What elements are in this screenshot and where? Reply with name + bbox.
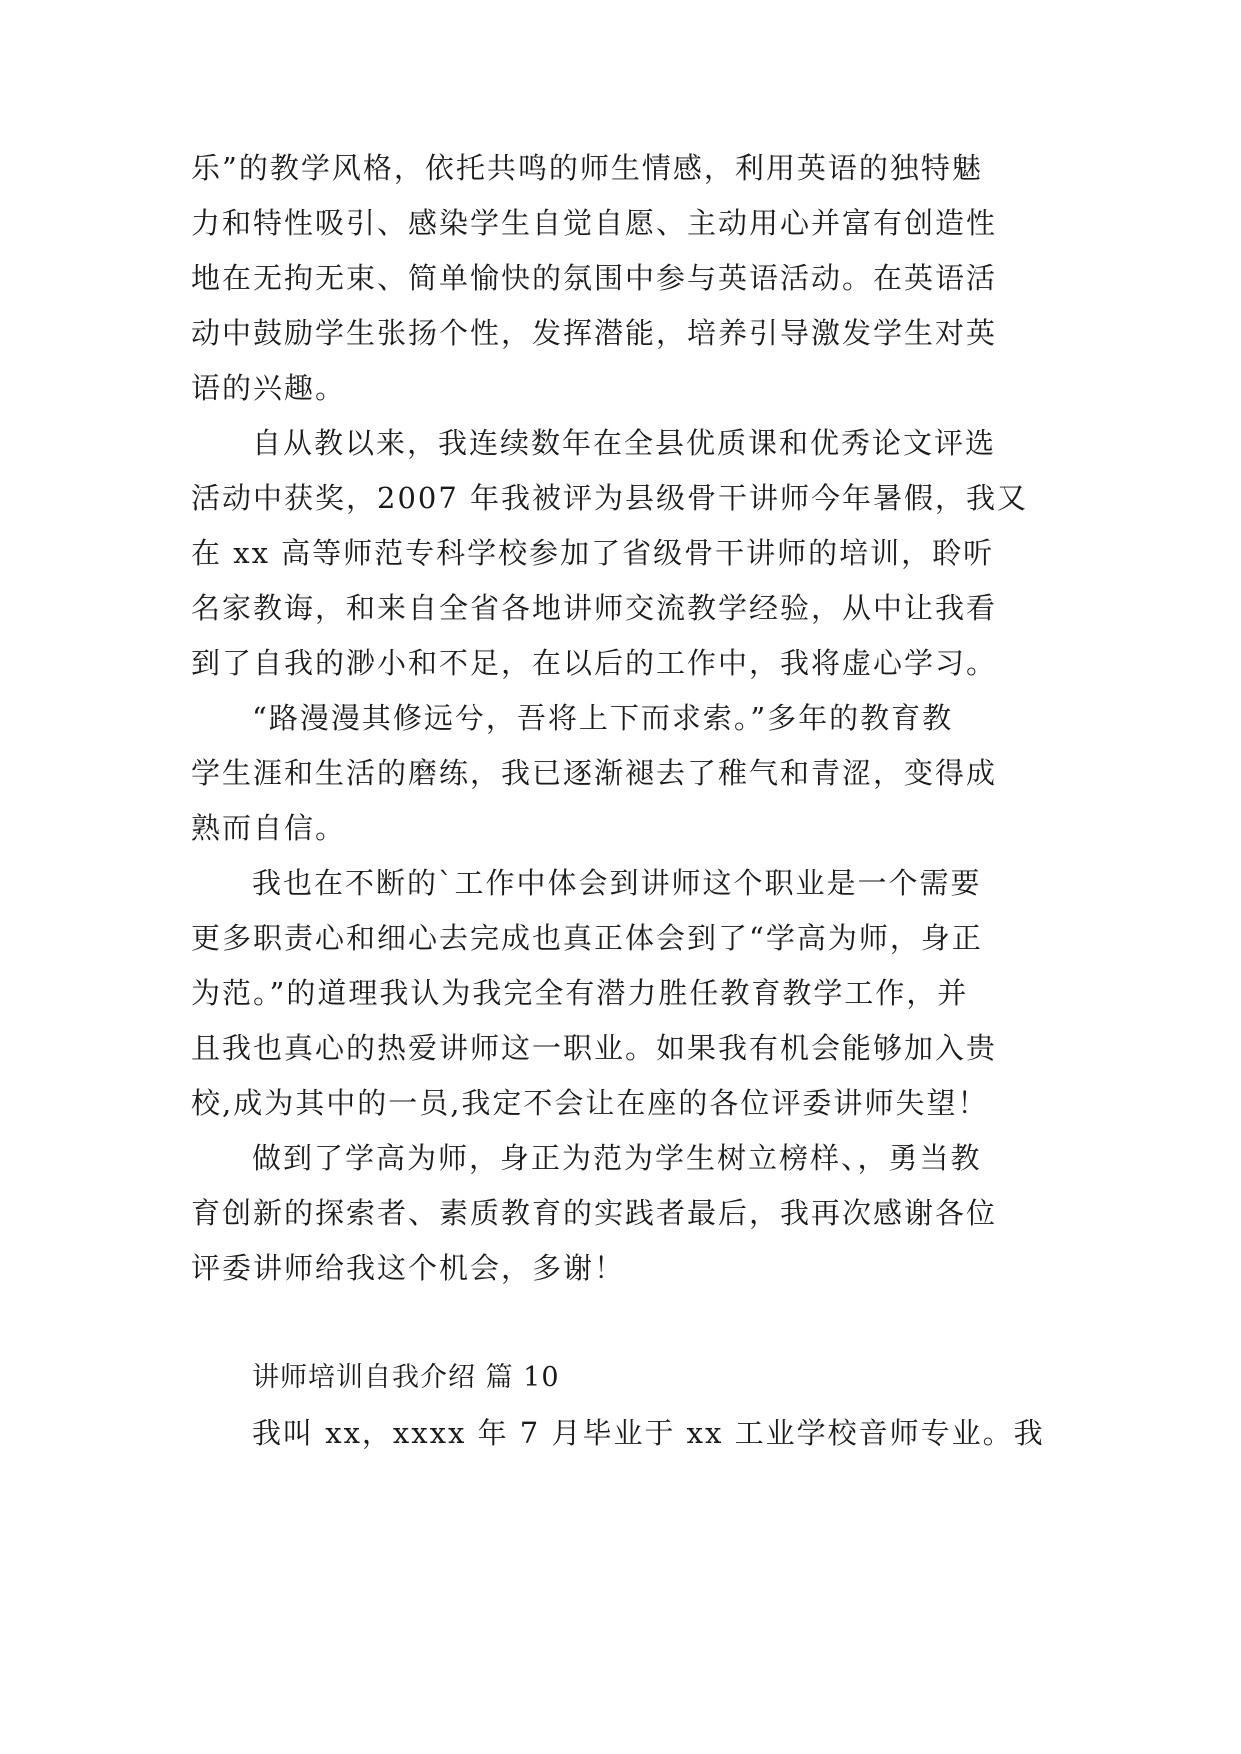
text-line: 名家教诲，和来自全省各地讲师交流教学经验，从中让我看 xyxy=(191,591,998,625)
text-line: 地在无拘无束、简单愉快的氛围中参与英语活动。在英语活 xyxy=(191,261,998,295)
text-line: 熟而自信。 xyxy=(191,811,347,845)
text-line: 到了自我的渺小和不足，在以后的工作中，我将虚心学习。 xyxy=(191,646,998,680)
text-line: 且我也真心的热爱讲师这一职业。如果我有机会能够加入贵 xyxy=(191,1031,998,1065)
text-line: 校,成为其中的一员,我定不会让在座的各位评委讲师失望！ xyxy=(191,1086,989,1120)
text-line: 更多职责心和细心去完成也真正体会到了“学高为师，身正 xyxy=(191,921,983,955)
text-line: 力和特性吸引、感染学生自觉自愿、主动用心并富有创造性 xyxy=(191,206,998,240)
text-line: 我叫 xx，xxxx 年 7 月毕业于 xx 工业学校音师专业。我 xyxy=(252,1416,1045,1450)
text-line: 育创新的探索者、素质教育的实践者最后，我再次感谢各位 xyxy=(191,1196,998,1230)
text-line: 语的兴趣。 xyxy=(191,371,347,405)
text-line: 我也在不断的`工作中体会到讲师这个职业是一个需要 xyxy=(252,866,982,900)
section-heading: 讲师培训自我介绍 篇 10 xyxy=(252,1362,560,1393)
text-line: 活动中获奖，2007 年我被评为县级骨干讲师今年暑假，我又 xyxy=(191,481,1029,515)
text-line: 学生涯和生活的磨练，我已逐渐褪去了稚气和青涩，变得成 xyxy=(191,756,998,790)
text-line: 自从教以来，我连续数年在全县优质课和优秀论文评选 xyxy=(252,426,997,460)
text-line: 评委讲师给我这个机会，多谢！ xyxy=(191,1251,626,1285)
text-line: 在 xx 高等师范专科学校参加了省级骨干讲师的培训，聆听 xyxy=(191,536,995,570)
text-line: 乐”的教学风格，依托共鸣的师生情感，利用英语的独特魅 xyxy=(191,151,983,185)
text-line: “路漫漫其修远兮，吾将上下而求索。”多年的教育教 xyxy=(252,701,954,735)
text-line: 动中鼓励学生张扬个性，发挥潜能，培养引导激发学生对英 xyxy=(191,316,998,350)
text-line: 为范。”的道理我认为我完全有潜力胜任教育教学工作，并 xyxy=(191,976,969,1010)
text-line: 做到了学高为师，身正为范为学生树立榜样、，勇当教 xyxy=(252,1141,982,1175)
